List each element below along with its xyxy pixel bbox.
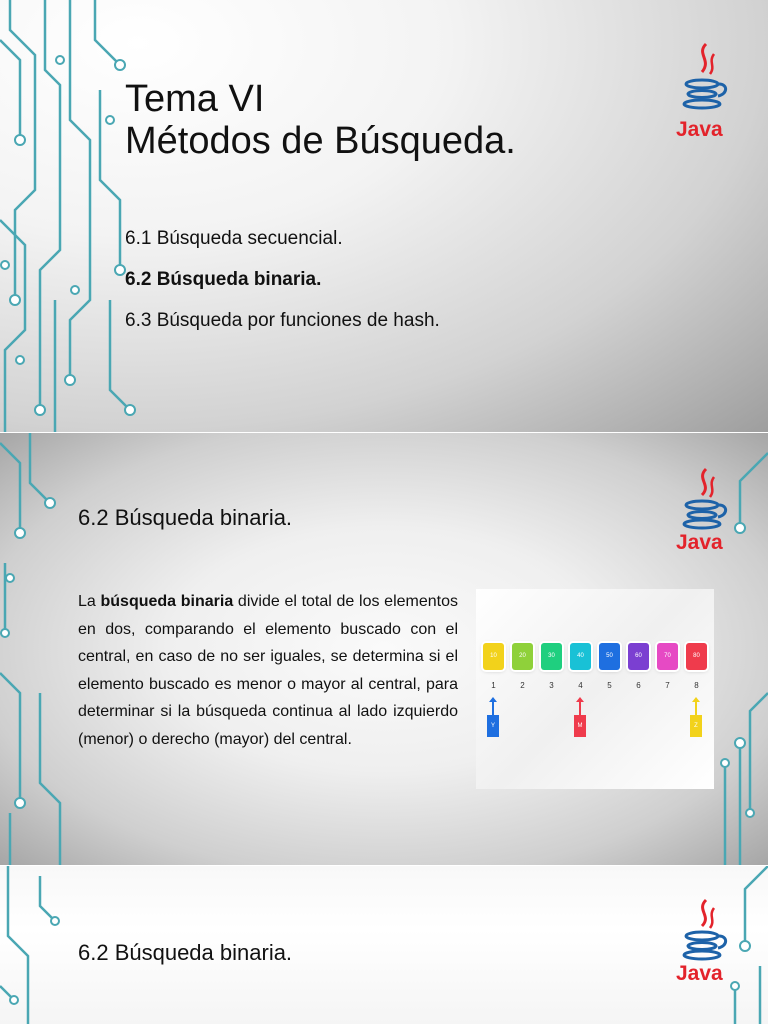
section-heading-2: 6.2 Búsqueda binaria. <box>78 940 293 965</box>
pointer-marker: Z <box>690 715 702 737</box>
java-logo-text: Java <box>676 118 723 141</box>
circuit-decoration <box>0 0 150 432</box>
description-paragraph <box>78 588 458 753</box>
array-cell: 50 <box>599 643 620 670</box>
section-heading: 6.2 Búsqueda binaria. <box>78 505 293 530</box>
topic-item: 6.3 Búsqueda por funciones de hash. <box>125 310 440 331</box>
array-index: 2 <box>520 681 525 690</box>
array-cell: 80 <box>686 643 707 670</box>
topic-item-active: 6.2 Búsqueda binaria. <box>125 269 322 290</box>
array-cell: 60 <box>628 643 649 670</box>
array-index: 8 <box>694 681 699 690</box>
topic-list <box>125 228 440 351</box>
array-index: 4 <box>578 681 583 690</box>
para-bold-term: búsqueda binaria <box>100 593 234 610</box>
para-prefix: La <box>78 593 101 610</box>
java-logo <box>672 896 734 988</box>
pointer-marker: Y <box>487 715 499 737</box>
array-index: 3 <box>549 681 554 690</box>
binary-search-diagram <box>476 589 714 789</box>
pointer-marker: M <box>574 715 586 737</box>
array-cell: 20 <box>512 643 533 670</box>
title-line-1: Tema VI <box>125 78 265 120</box>
array-index: 7 <box>665 681 670 690</box>
java-logo-text: Java <box>676 531 723 554</box>
array-index: 5 <box>607 681 612 690</box>
array-cell: 40 <box>570 643 591 670</box>
array-index: 6 <box>636 681 641 690</box>
array-cell: 30 <box>541 643 562 670</box>
array-index: 1 <box>491 681 496 690</box>
topic-item: 6.1 Búsqueda secuencial. <box>125 228 343 249</box>
java-logo-text: Java <box>676 962 723 985</box>
slide-1 <box>0 0 768 432</box>
java-logo <box>672 40 734 144</box>
para-rest: divide el total de los elementos en dos, comparando el elemento buscado con el central, en caso de no ser iguales, se determina si el elemento buscado es menor o mayor al central, para determinar si la búsqueda continua al lado izquierdo (menor) o derecho (mayor) del central. <box>78 593 458 748</box>
array-cell: 70 <box>657 643 678 670</box>
slide-title <box>125 78 516 162</box>
title-line-2: Métodos de Búsqueda. <box>125 120 516 162</box>
java-logo <box>672 465 734 555</box>
array-cell: 10 <box>483 643 504 670</box>
